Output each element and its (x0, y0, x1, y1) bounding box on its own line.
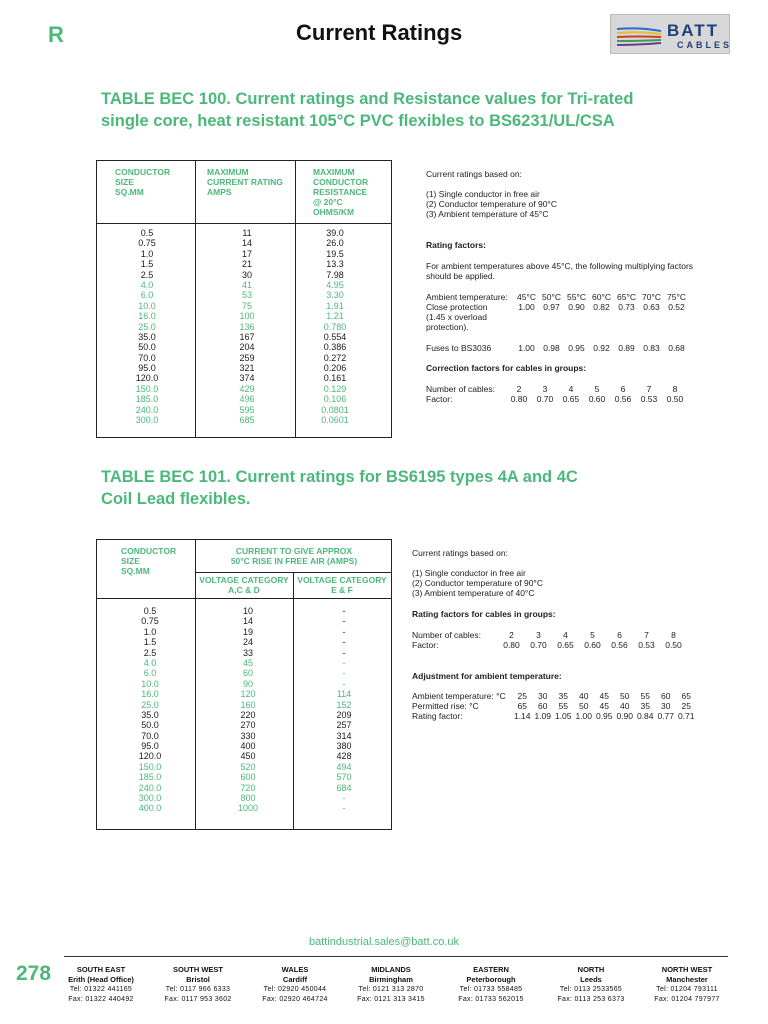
note-value: 1.00 (518, 343, 535, 353)
note-value: 55 (558, 701, 568, 711)
office-fax: Fax: 01204 797977 (654, 996, 720, 1003)
note-value: 1.00 (518, 302, 535, 312)
note-value: 0.56 (614, 394, 632, 404)
table-cell-ef: - (342, 657, 346, 668)
table-cell-size: 240.0 (138, 782, 162, 793)
note-value: 0.84 (636, 711, 654, 721)
table-cell-amps: 429 (239, 383, 255, 394)
note-value: 7 (646, 384, 652, 394)
table-cell-resistance: 0.0601 (321, 415, 349, 426)
table-cell-resistance: 0.161 (323, 373, 347, 384)
note-value: 45 (599, 691, 609, 701)
table-cell-acd: 600 (240, 772, 256, 783)
table-cell-ef: 494 (336, 761, 352, 772)
office-region: EASTERN (473, 965, 509, 974)
table-cell-ef: 209 (336, 709, 352, 720)
office-city: Erith (Head Office) (68, 975, 134, 984)
table-cell-size: 6.0 (143, 668, 157, 679)
table-cell-resistance: 3.30 (326, 290, 344, 301)
note-value: 0.82 (593, 302, 610, 312)
table-cell-amps: 41 (241, 279, 252, 290)
note-value: 50 (579, 701, 589, 711)
note-value: 45°C (517, 292, 536, 302)
table-cell-amps: 496 (239, 394, 255, 405)
table-cell-amps: 595 (239, 404, 255, 415)
note-value: 6 (617, 630, 622, 640)
table-cell-amps: 30 (241, 269, 252, 280)
office-contact (441, 965, 541, 1005)
table-cell-size: 35.0 (138, 331, 156, 342)
office-tel: Tel: 01204 793111 (656, 986, 718, 993)
table-cell-size: 2.5 (143, 647, 157, 658)
table-cell-size: 0.75 (138, 238, 156, 249)
note-value: 0.70 (530, 640, 547, 650)
table-cell-size: 150.0 (135, 383, 159, 394)
table-cell-ef: 314 (336, 730, 352, 741)
bec100-heading-line1: TABLE BEC 100. Current ratings and Resistance values for Tri-rated (101, 90, 634, 108)
table-cell-amps: 53 (241, 290, 252, 301)
table-cell-acd: 270 (240, 720, 256, 731)
table-cell-size: 70.0 (138, 352, 156, 363)
table-cell-resistance: 0.206 (323, 363, 347, 374)
note-value: 0.95 (595, 711, 613, 721)
office-city: Bristol (186, 975, 210, 984)
table-cell-ef: - (342, 647, 346, 658)
table-cell-amps: 167 (239, 331, 255, 342)
bec101-table (96, 539, 392, 830)
note-value: 0.56 (611, 640, 628, 650)
note-value: 50 (620, 691, 630, 701)
table-cell-resistance: 0.0801 (321, 404, 349, 415)
table-cell-amps: 685 (239, 415, 255, 426)
table-cell-amps: 75 (241, 300, 252, 311)
note-value: 25 (681, 701, 691, 711)
note-value: 35 (558, 691, 568, 701)
note-text: (2) Conductor temperature of 90°C (426, 199, 557, 209)
office-tel: Tel: 0121 313 2870 (358, 986, 424, 993)
table-divider (97, 598, 391, 599)
note-value: 2 (509, 630, 514, 640)
note-value: 0.60 (584, 640, 601, 650)
note-heading: Adjustment for ambient temperature: (412, 671, 562, 681)
office-city: Cardiff (282, 975, 308, 984)
logo-text: BATT (667, 21, 720, 40)
table-cell-resistance: 0.554 (323, 331, 347, 342)
table-cell-size: 16.0 (138, 311, 156, 322)
note-value: 70°C (642, 292, 661, 302)
note-value: 55 (640, 691, 650, 701)
table-divider (97, 223, 391, 224)
table-cell-resistance: 0.272 (323, 352, 347, 363)
table-cell-resistance: 4.95 (326, 279, 344, 290)
office-tel: Tel: 0117 966 6333 (165, 986, 231, 993)
table-cell-acd: 33 (242, 647, 253, 658)
office-city: Peterborough (466, 975, 516, 984)
note-label: Ambient temperature: (426, 292, 508, 302)
footer-divider (64, 956, 728, 957)
office-city: Birmingham (369, 975, 413, 984)
note-value: 25 (517, 691, 527, 701)
note-value: 3 (536, 630, 541, 640)
note-value: 0.89 (618, 343, 635, 353)
note-value: 0.77 (657, 711, 675, 721)
note-text: should be applied. (426, 271, 496, 281)
table-cell-size: 10.0 (141, 678, 159, 689)
table-cell-acd: 90 (242, 678, 253, 689)
table-cell-acd: 60 (242, 668, 253, 679)
table-cell-acd: 400 (240, 741, 256, 752)
bec100-size-column (117, 228, 177, 425)
table-cell-size: 70.0 (141, 730, 159, 741)
table-cell-resistance: 0.106 (323, 394, 347, 405)
table-cell-resistance: 26.0 (326, 238, 344, 249)
note-value: 0.50 (665, 640, 682, 650)
office-city: Leeds (580, 975, 602, 984)
note-value: 7 (644, 630, 649, 640)
note-value: 65°C (617, 292, 636, 302)
note-value: 40 (579, 691, 589, 701)
note-heading: Rating factors: (426, 240, 486, 250)
table-cell-acd: 160 (240, 699, 256, 710)
table-cell-acd: 720 (240, 782, 256, 793)
table-divider (195, 161, 196, 437)
table-cell-size: 0.5 (143, 606, 157, 616)
table-cell-ef: - (342, 637, 346, 648)
office-fax: Fax: 02920 464724 (262, 996, 328, 1003)
table-cell-size: 120.0 (135, 373, 159, 384)
note-value: 0.90 (616, 711, 634, 721)
note-label: Permitted rise: °C (412, 701, 479, 711)
office-region: SOUTH WEST (173, 965, 223, 974)
note-text: For ambient temperatures above 45°C, the following multiplying factors (426, 261, 694, 271)
note-text: (1.45 x overload (426, 312, 487, 322)
table-cell-size: 35.0 (141, 709, 159, 720)
note-label: Number of cables: (426, 384, 495, 394)
note-value: 0.70 (536, 394, 554, 404)
bec100-heading-line2: single core, heat resistant 105°C PVC flexibles to BS6231/UL/CSA (101, 112, 615, 130)
table-cell-size: 1.0 (140, 248, 154, 259)
note-label: Number of cables: (412, 630, 481, 640)
note-label: Factor: (412, 640, 439, 650)
note-value: 30 (661, 701, 671, 711)
table-cell-size: 185.0 (135, 394, 159, 405)
note-value: 0.80 (510, 394, 528, 404)
office-contact (245, 965, 345, 1005)
table-cell-resistance: 1.91 (326, 300, 344, 311)
office-fax: Fax: 0121 313 3415 (357, 996, 425, 1003)
note-value: 3 (542, 384, 548, 394)
bec101-size-column (117, 606, 183, 814)
bec101-ef-header: VOLTAGE CATEGORY E & F (297, 575, 387, 595)
table-cell-size: 25.0 (141, 699, 159, 710)
table-cell-size: 150.0 (138, 761, 162, 772)
office-contact (341, 965, 441, 1005)
office-contact (51, 965, 151, 1005)
note-heading: Rating factors for cables in groups: (412, 609, 556, 619)
cable-strands-icon (617, 25, 661, 47)
table-cell-size: 400.0 (138, 803, 162, 814)
note-value: 0.97 (543, 302, 560, 312)
note-value: 0.60 (588, 394, 606, 404)
table-cell-ef: 114 (336, 689, 352, 700)
note-value: 1.09 (534, 711, 552, 721)
note-value: 1.05 (554, 711, 572, 721)
note-value: 5 (594, 384, 600, 394)
note-heading: Correction factors for cables in groups: (426, 363, 587, 373)
batt-cables-logo (610, 14, 733, 54)
table-cell-acd: 800 (240, 793, 256, 804)
page-number: 278 (16, 962, 52, 985)
table-cell-size: 0.5 (140, 228, 154, 238)
note-value: 4 (568, 384, 574, 394)
bec101-heading (101, 466, 721, 510)
table-cell-size: 50.0 (141, 720, 159, 731)
note-label: Rating factor: (412, 711, 463, 721)
table-cell-acd: 330 (240, 730, 256, 741)
bec101-heading-line2: Coil Lead flexibles. (101, 490, 251, 508)
note-text: (3) Ambient temperature of 40°C (412, 588, 535, 598)
office-contact (637, 965, 737, 1005)
note-value: 0.95 (568, 343, 585, 353)
bec100-resistance-column (307, 228, 363, 425)
bec100-heading (101, 88, 721, 132)
table-cell-size: 95.0 (141, 741, 159, 752)
office-fax: Fax: 0117 953 3602 (164, 996, 232, 1003)
table-cell-ef: - (342, 803, 346, 814)
table-cell-acd: 45 (242, 657, 253, 668)
note-text: Current ratings based on: (426, 169, 522, 179)
note-value: 0.83 (643, 343, 660, 353)
table-cell-amps: 374 (239, 373, 255, 384)
table-cell-resistance: 39.0 (326, 228, 344, 238)
table-cell-acd: 24 (242, 637, 253, 648)
note-value: 8 (672, 384, 678, 394)
table-cell-acd: 14 (242, 616, 253, 627)
table-cell-amps: 17 (241, 248, 252, 259)
office-region: NORTH WEST (661, 965, 713, 974)
note-value: 50°C (542, 292, 561, 302)
note-value: 35 (640, 701, 650, 711)
note-value: 60 (538, 701, 548, 711)
table-cell-ef: 684 (336, 782, 352, 793)
office-contact (148, 965, 248, 1005)
bec100-table (96, 160, 392, 438)
table-cell-size: 240.0 (135, 404, 159, 415)
table-cell-amps: 100 (239, 311, 255, 322)
bec101-acd-header: VOLTAGE CATEGORY A,C & D (199, 575, 289, 595)
bec100-amps-column (217, 228, 277, 425)
office-tel: Tel: 02920 450044 (263, 986, 327, 993)
note-text: (1) Single conductor in free air (412, 568, 526, 578)
office-fax: Fax: 01322 440492 (68, 996, 134, 1003)
page-title: Current Ratings (296, 20, 463, 45)
bec101-size-header: CONDUCTOR SIZE SQ.MM (121, 546, 177, 576)
note-text: Current ratings based on: (412, 548, 508, 558)
table-cell-amps: 14 (241, 238, 252, 249)
table-cell-resistance: 7.98 (326, 269, 344, 280)
logo-subtext: CABLES (677, 40, 733, 50)
table-divider (295, 161, 296, 437)
table-divider (293, 572, 294, 829)
note-label: Fuses to BS3036 (426, 343, 492, 353)
table-cell-ef: - (342, 793, 346, 804)
office-region: NORTH (577, 965, 605, 974)
table-cell-resistance: 0.386 (323, 342, 347, 353)
office-tel: Tel: 01733 558485 (459, 986, 523, 993)
table-cell-size: 6.0 (140, 290, 154, 301)
table-cell-acd: 19 (242, 626, 253, 637)
table-cell-ef: 152 (336, 699, 352, 710)
table-cell-amps: 321 (239, 363, 255, 374)
note-value: 0.63 (643, 302, 660, 312)
office-region: WALES (281, 965, 309, 974)
table-cell-ef: - (342, 668, 346, 679)
note-value: 0.68 (668, 343, 685, 353)
table-cell-resistance: 19.5 (326, 248, 344, 259)
table-cell-size: 300.0 (135, 415, 159, 426)
table-cell-ef: - (342, 678, 346, 689)
table-cell-resistance: 0.780 (323, 321, 347, 332)
table-cell-amps: 21 (241, 259, 252, 270)
table-cell-size: 16.0 (141, 689, 159, 700)
office-fax: Fax: 0113 253 6373 (557, 996, 625, 1003)
note-value: 0.92 (593, 343, 610, 353)
table-cell-size: 10.0 (138, 300, 156, 311)
table-cell-size: 300.0 (138, 793, 162, 804)
note-value: 55°C (567, 292, 586, 302)
table-cell-acd: 450 (240, 751, 256, 762)
note-value: 65 (517, 701, 527, 711)
note-label: Close protection (426, 302, 488, 312)
table-cell-size: 2.5 (140, 269, 154, 280)
table-cell-ef: - (342, 626, 346, 637)
note-value: 0.73 (618, 302, 635, 312)
note-value: 75°C (667, 292, 686, 302)
table-divider (195, 572, 391, 573)
note-label: Ambient temperature: °C (412, 691, 506, 701)
table-cell-acd: 520 (240, 761, 256, 772)
table-cell-size: 185.0 (138, 772, 162, 783)
note-value: 1.00 (575, 711, 593, 721)
note-value: 0.90 (568, 302, 585, 312)
table-cell-ef: - (342, 606, 346, 616)
office-fax: Fax: 01733 562015 (458, 996, 524, 1003)
note-text: (3) Ambient temperature of 45°C (426, 209, 549, 219)
office-region: MIDLANDS (371, 965, 411, 974)
table-cell-acd: 1000 (237, 803, 259, 814)
table-cell-ef: 257 (336, 720, 352, 731)
table-cell-size: 50.0 (138, 342, 156, 353)
office-contact (541, 965, 641, 1005)
sales-email-link[interactable]: battindustrial.sales@batt.co.uk (309, 936, 459, 948)
table-cell-acd: 120 (240, 689, 256, 700)
note-value: 45 (599, 701, 609, 711)
table-cell-ef: 380 (336, 741, 352, 752)
bec101-acd-column (215, 606, 281, 814)
office-region: SOUTH EAST (76, 965, 126, 974)
table-cell-ef: 428 (336, 751, 352, 762)
table-cell-ef: 570 (336, 772, 352, 783)
table-cell-size: 1.5 (140, 259, 154, 270)
note-value: 40 (620, 701, 630, 711)
table-cell-resistance: 13.3 (326, 259, 344, 270)
note-value: 0.53 (638, 640, 655, 650)
table-cell-size: 1.0 (143, 626, 157, 637)
note-value: 60 (661, 691, 671, 701)
note-value: 0.65 (557, 640, 574, 650)
table-cell-size: 1.5 (143, 637, 157, 648)
office-tel: Tel: 01322 441165 (69, 986, 133, 993)
table-cell-acd: 220 (240, 709, 256, 720)
note-value: 60°C (592, 292, 611, 302)
note-value: 0.52 (668, 302, 685, 312)
table-cell-size: 95.0 (138, 363, 156, 374)
table-cell-acd: 10 (242, 606, 253, 616)
table-cell-size: 0.75 (141, 616, 159, 627)
section-letter: R (48, 22, 64, 47)
note-value: 2 (516, 384, 522, 394)
note-value: 8 (671, 630, 676, 640)
table-cell-size: 120.0 (138, 751, 162, 762)
bec101-heading-line1: TABLE BEC 101. Current ratings for BS6195 types 4A and 4C (101, 468, 578, 486)
table-cell-amps: 204 (239, 342, 255, 353)
note-label: Factor: (426, 394, 453, 404)
table-cell-amps: 136 (239, 321, 255, 332)
note-value: 0.80 (503, 640, 520, 650)
note-value: 30 (538, 691, 548, 701)
note-value: 0.98 (543, 343, 560, 353)
bec100-amps-header: MAXIMUM CURRENT RATING AMPS (207, 167, 283, 197)
table-cell-size: 4.0 (143, 657, 157, 668)
note-value: 1.14 (513, 711, 531, 721)
bec100-notes (426, 169, 726, 409)
table-cell-size: 25.0 (138, 321, 156, 332)
note-value: 0.50 (666, 394, 684, 404)
table-cell-size: 4.0 (140, 279, 154, 290)
table-cell-resistance: 1.21 (326, 311, 344, 322)
note-text: protection). (426, 322, 469, 332)
note-text: (1) Single conductor in free air (426, 189, 540, 199)
office-tel: Tel: 0113 2533565 (559, 986, 623, 993)
bec101-notes (412, 548, 732, 728)
table-cell-resistance: 0.129 (323, 383, 347, 394)
note-value: 0.71 (677, 711, 695, 721)
table-cell-amps: 11 (242, 228, 252, 238)
office-city: Manchester (666, 975, 708, 984)
bec100-size-header: CONDUCTOR SIZE SQ.MM (115, 167, 171, 197)
note-text: (2) Conductor temperature of 90°C (412, 578, 543, 588)
note-value: 4 (563, 630, 568, 640)
note-value: 6 (620, 384, 626, 394)
table-cell-amps: 259 (239, 352, 255, 363)
bec101-group-header: CURRENT TO GIVE APPROX 50°C RISE IN FREE AIR (AMPS) (230, 546, 358, 566)
bec101-ef-column (311, 606, 377, 814)
bec100-resistance-header: MAXIMUM CONDUCTOR RESISTANCE @ 20°C OHMS/KM (313, 167, 369, 217)
note-value: 0.53 (640, 394, 658, 404)
table-cell-ef: - (342, 616, 346, 627)
note-value: 0.65 (562, 394, 580, 404)
note-value: 5 (590, 630, 595, 640)
note-value: 65 (681, 691, 691, 701)
